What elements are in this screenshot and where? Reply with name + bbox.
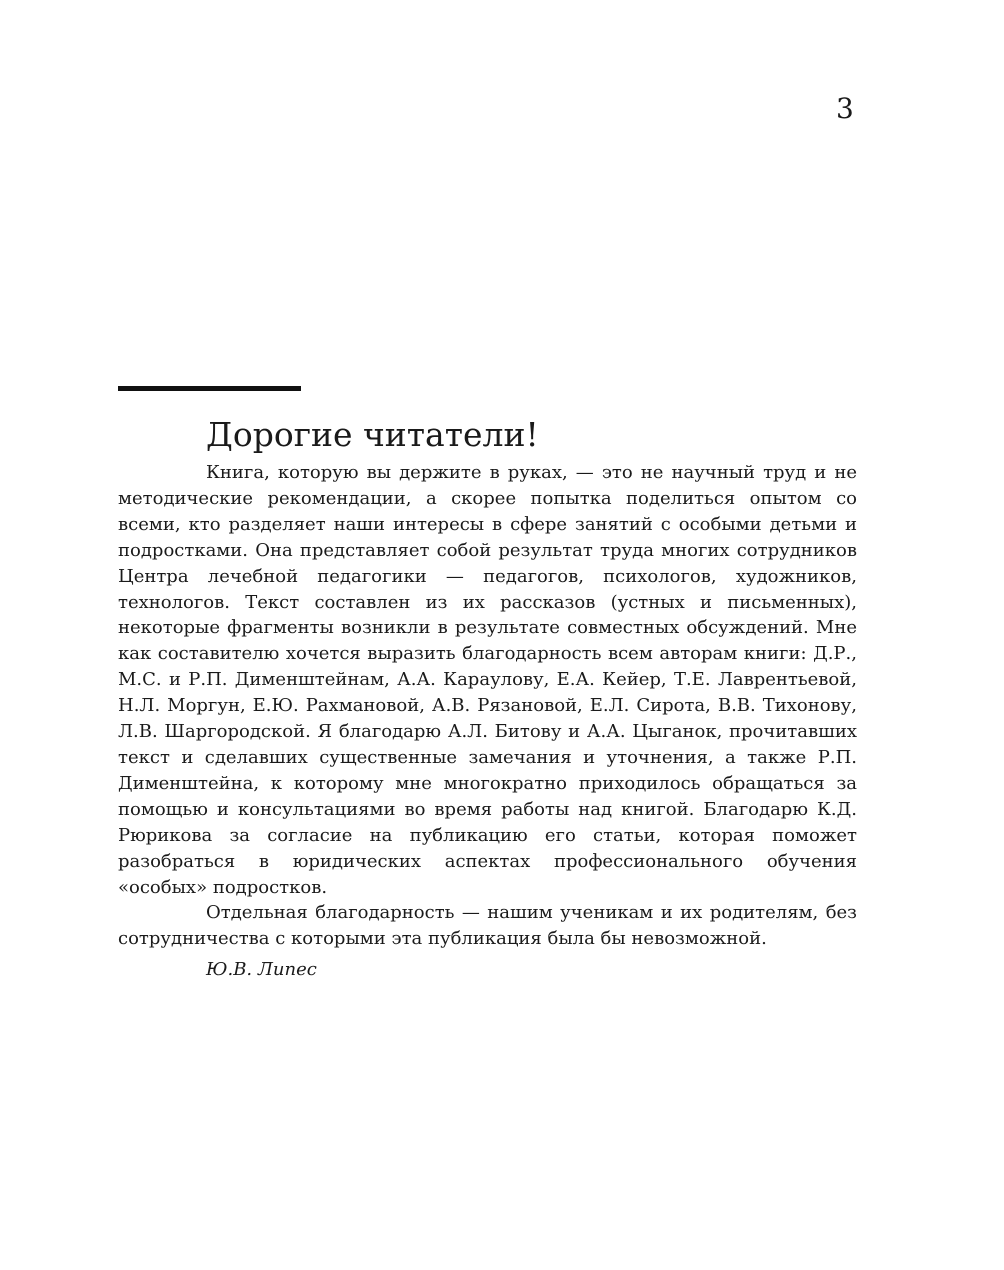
preface-paragraph-1: Книга, которую вы держите в руках, — это не научный труд и не методические рекомендации, а скорее попытка поделиться опытом со всеми, кто разделяет наши интересы в сфере занятий с особыми детьми и подростками. Она представляет собой результат труда многих сотрудников Центра лечебной педагогики — педагогов, психологов, художников, технологов. Текст составлен из их рассказов (устных и письменных), некоторые фрагменты возникли в результате совместных обсуждений. Мне как составителю хочется выразить благодарность всем авторам книги: Д.Р., М.С. и Р.П. Дименштейнам, А.А. Караулову, Е.А. Кейер, Т.Е. Лаврентьевой, Н.Л. Моргун, Е.Ю. Рахмановой, А.В. Рязановой, Е.Л. Сирота, В.В. Тихонову, Л.В. Шаргородской. Я благодарю А.Л. Битову и А.А. Цыганок, прочитавших текст и сделавших существенные замечания и уточнения, а также Р.П. Дименштейна, к которому мне многократно приходилось обращаться за помощью и консультациями во время работы над книгой. Благодарю К.Д. Рюрикова за согласие на публикацию его статьи, которая поможет разобраться в юридических аспектах профессионального обучения «особых» подростков. [118, 462, 857, 898]
preface-title: Дорогие читатели! [206, 415, 539, 454]
preface-paragraph-2: Отдельная благодарность — нашим ученикам и их родителям, без сотрудничества с которыми эта публикация была бы невозможной. [118, 902, 857, 950]
author-signature: Ю.В. Липес [206, 959, 317, 980]
preface-body [118, 460, 857, 952]
page-number: 3 [836, 92, 854, 125]
section-rule [118, 386, 301, 391]
